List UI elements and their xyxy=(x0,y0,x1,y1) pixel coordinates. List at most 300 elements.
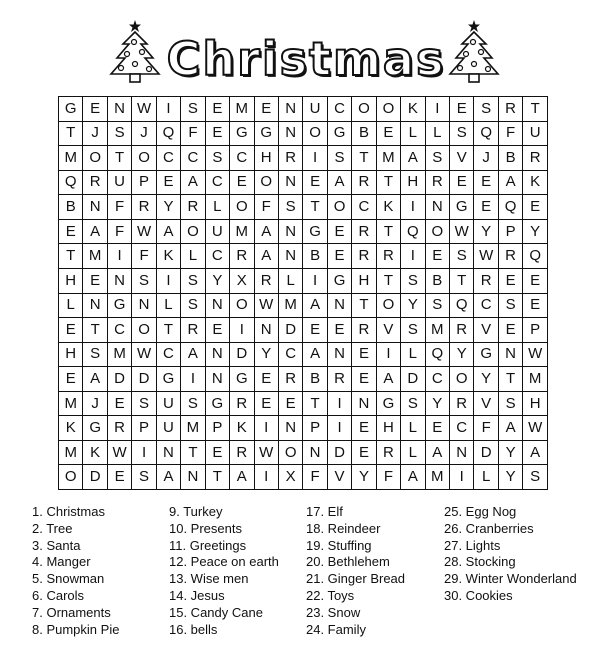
grid-cell[interactable]: G xyxy=(474,342,498,367)
grid-cell[interactable]: E xyxy=(303,318,327,343)
grid-cell[interactable]: D xyxy=(132,367,156,392)
grid-cell[interactable]: E xyxy=(352,416,376,441)
grid-cell[interactable]: M xyxy=(181,416,205,441)
grid-cell[interactable]: I xyxy=(376,342,400,367)
grid-cell[interactable]: U xyxy=(156,391,180,416)
grid-cell[interactable]: T xyxy=(376,170,400,195)
grid-cell[interactable]: A xyxy=(303,293,327,318)
grid-cell[interactable]: B xyxy=(303,367,327,392)
grid-cell[interactable]: G xyxy=(230,121,254,146)
grid-cell[interactable]: U xyxy=(205,219,229,244)
grid-cell[interactable]: N xyxy=(498,342,522,367)
grid-cell[interactable]: M xyxy=(278,293,302,318)
grid-cell[interactable]: T xyxy=(156,318,180,343)
grid-cell[interactable]: S xyxy=(181,268,205,293)
grid-cell[interactable]: W xyxy=(254,293,278,318)
grid-cell[interactable]: N xyxy=(278,121,302,146)
grid-cell[interactable]: N xyxy=(278,416,302,441)
grid-cell[interactable]: G xyxy=(327,121,351,146)
grid-cell[interactable]: W xyxy=(450,219,474,244)
grid-cell[interactable]: E xyxy=(254,97,278,122)
grid-cell[interactable]: G xyxy=(205,391,229,416)
grid-cell[interactable]: O xyxy=(376,97,400,122)
grid-cell[interactable]: E xyxy=(59,219,83,244)
grid-cell[interactable]: V xyxy=(450,146,474,171)
grid-cell[interactable]: Y xyxy=(474,219,498,244)
grid-cell[interactable]: Q xyxy=(156,121,180,146)
grid-cell[interactable]: J xyxy=(83,391,107,416)
grid-cell[interactable]: R xyxy=(327,367,351,392)
grid-cell[interactable]: O xyxy=(254,170,278,195)
grid-cell[interactable]: E xyxy=(327,244,351,269)
grid-cell[interactable]: W xyxy=(474,244,498,269)
grid-cell[interactable]: A xyxy=(83,219,107,244)
grid-cell[interactable]: L xyxy=(401,342,425,367)
grid-cell[interactable]: E xyxy=(156,170,180,195)
grid-cell[interactable]: S xyxy=(425,146,449,171)
grid-cell[interactable]: O xyxy=(230,293,254,318)
grid-cell[interactable]: E xyxy=(425,416,449,441)
grid-cell[interactable]: N xyxy=(205,293,229,318)
grid-cell[interactable]: Q xyxy=(523,244,548,269)
grid-cell[interactable]: M xyxy=(425,465,449,490)
grid-cell[interactable]: T xyxy=(523,97,548,122)
grid-cell[interactable]: U xyxy=(156,416,180,441)
grid-cell[interactable]: E xyxy=(425,244,449,269)
grid-cell[interactable]: D xyxy=(327,440,351,465)
grid-cell[interactable]: U xyxy=(107,170,131,195)
grid-cell[interactable]: A xyxy=(83,367,107,392)
grid-cell[interactable]: I xyxy=(327,416,351,441)
grid-cell[interactable]: S xyxy=(450,121,474,146)
grid-cell[interactable]: G xyxy=(450,195,474,220)
grid-cell[interactable]: D xyxy=(278,318,302,343)
grid-cell[interactable]: I xyxy=(450,465,474,490)
grid-cell[interactable]: O xyxy=(59,465,83,490)
grid-cell[interactable]: F xyxy=(303,465,327,490)
grid-cell[interactable]: S xyxy=(523,465,548,490)
grid-cell[interactable]: E xyxy=(83,97,107,122)
grid-cell[interactable]: E xyxy=(278,391,302,416)
grid-cell[interactable]: N xyxy=(254,318,278,343)
grid-cell[interactable]: E xyxy=(107,465,131,490)
grid-cell[interactable]: T xyxy=(59,244,83,269)
grid-cell[interactable]: C xyxy=(474,293,498,318)
grid-cell[interactable]: C xyxy=(278,342,302,367)
grid-cell[interactable]: J xyxy=(474,146,498,171)
grid-cell[interactable]: S xyxy=(327,146,351,171)
grid-cell[interactable]: E xyxy=(59,318,83,343)
grid-cell[interactable]: I xyxy=(401,244,425,269)
grid-cell[interactable]: R xyxy=(352,219,376,244)
grid-cell[interactable]: N xyxy=(327,342,351,367)
grid-cell[interactable]: R xyxy=(352,244,376,269)
grid-cell[interactable]: E xyxy=(83,268,107,293)
grid-cell[interactable]: L xyxy=(425,121,449,146)
grid-cell[interactable]: I xyxy=(181,367,205,392)
grid-cell[interactable]: I xyxy=(132,440,156,465)
grid-cell[interactable]: Q xyxy=(401,219,425,244)
grid-cell[interactable]: N xyxy=(205,367,229,392)
grid-cell[interactable]: F xyxy=(132,244,156,269)
grid-cell[interactable]: P xyxy=(498,219,522,244)
grid-cell[interactable]: L xyxy=(59,293,83,318)
grid-cell[interactable]: K xyxy=(156,244,180,269)
grid-cell[interactable]: R xyxy=(474,268,498,293)
grid-cell[interactable]: O xyxy=(83,146,107,171)
grid-cell[interactable]: V xyxy=(376,318,400,343)
grid-cell[interactable]: F xyxy=(107,195,131,220)
grid-cell[interactable]: Q xyxy=(498,195,522,220)
grid-cell[interactable]: Y xyxy=(352,465,376,490)
grid-cell[interactable]: A xyxy=(327,170,351,195)
grid-cell[interactable]: T xyxy=(450,268,474,293)
grid-cell[interactable]: F xyxy=(498,121,522,146)
grid-cell[interactable]: E xyxy=(523,195,548,220)
grid-cell[interactable]: E xyxy=(327,219,351,244)
grid-cell[interactable]: T xyxy=(303,391,327,416)
grid-cell[interactable]: E xyxy=(107,391,131,416)
grid-cell[interactable]: M xyxy=(107,342,131,367)
grid-cell[interactable]: N xyxy=(303,440,327,465)
grid-cell[interactable]: T xyxy=(303,195,327,220)
grid-cell[interactable]: W xyxy=(523,342,548,367)
grid-cell[interactable]: M xyxy=(59,391,83,416)
grid-cell[interactable]: I xyxy=(254,416,278,441)
grid-cell[interactable]: E xyxy=(205,121,229,146)
grid-cell[interactable]: O xyxy=(450,367,474,392)
grid-cell[interactable]: S xyxy=(401,391,425,416)
grid-cell[interactable]: G xyxy=(254,121,278,146)
grid-cell[interactable]: N xyxy=(205,342,229,367)
grid-cell[interactable]: S xyxy=(450,244,474,269)
grid-cell[interactable]: A xyxy=(181,342,205,367)
grid-cell[interactable]: I xyxy=(254,465,278,490)
grid-cell[interactable]: I xyxy=(327,391,351,416)
grid-cell[interactable]: C xyxy=(181,146,205,171)
grid-cell[interactable]: E xyxy=(523,268,548,293)
grid-cell[interactable]: E xyxy=(303,170,327,195)
grid-cell[interactable]: X xyxy=(230,268,254,293)
grid-cell[interactable]: N xyxy=(107,268,131,293)
grid-cell[interactable]: L xyxy=(401,416,425,441)
grid-cell[interactable]: D xyxy=(107,367,131,392)
grid-cell[interactable]: P xyxy=(205,416,229,441)
grid-cell[interactable]: D xyxy=(401,367,425,392)
grid-cell[interactable]: H xyxy=(352,268,376,293)
grid-cell[interactable]: A xyxy=(254,219,278,244)
grid-cell[interactable]: R xyxy=(352,318,376,343)
grid-cell[interactable]: C xyxy=(107,318,131,343)
grid-cell[interactable]: M xyxy=(376,146,400,171)
grid-cell[interactable]: R xyxy=(181,318,205,343)
grid-cell[interactable]: C xyxy=(156,342,180,367)
grid-cell[interactable]: P xyxy=(132,416,156,441)
grid-cell[interactable]: S xyxy=(401,318,425,343)
grid-cell[interactable]: E xyxy=(523,293,548,318)
grid-cell[interactable]: A xyxy=(523,440,548,465)
grid-cell[interactable]: T xyxy=(181,440,205,465)
grid-cell[interactable]: P xyxy=(523,318,548,343)
grid-cell[interactable]: S xyxy=(498,391,522,416)
grid-cell[interactable]: S xyxy=(181,97,205,122)
grid-cell[interactable]: A xyxy=(498,416,522,441)
grid-cell[interactable]: C xyxy=(425,367,449,392)
grid-cell[interactable]: A xyxy=(181,170,205,195)
grid-cell[interactable]: H xyxy=(254,146,278,171)
grid-cell[interactable]: Q xyxy=(474,121,498,146)
grid-cell[interactable]: Y xyxy=(254,342,278,367)
grid-cell[interactable]: G xyxy=(327,268,351,293)
grid-cell[interactable]: Y xyxy=(498,465,522,490)
grid-cell[interactable]: U xyxy=(303,97,327,122)
grid-cell[interactable]: S xyxy=(425,293,449,318)
grid-cell[interactable]: S xyxy=(107,121,131,146)
grid-cell[interactable]: W xyxy=(107,440,131,465)
grid-cell[interactable]: Y xyxy=(425,391,449,416)
grid-cell[interactable]: N xyxy=(107,97,131,122)
grid-cell[interactable]: L xyxy=(205,195,229,220)
grid-cell[interactable]: R xyxy=(230,391,254,416)
grid-cell[interactable]: B xyxy=(59,195,83,220)
grid-cell[interactable]: W xyxy=(254,440,278,465)
grid-cell[interactable]: W xyxy=(132,342,156,367)
grid-cell[interactable]: E xyxy=(474,170,498,195)
grid-cell[interactable]: Y xyxy=(523,219,548,244)
grid-cell[interactable]: G xyxy=(376,391,400,416)
grid-cell[interactable]: Q xyxy=(425,342,449,367)
grid-cell[interactable]: L xyxy=(401,440,425,465)
grid-cell[interactable]: A xyxy=(376,367,400,392)
grid-cell[interactable]: R xyxy=(278,146,302,171)
grid-cell[interactable]: O xyxy=(376,293,400,318)
grid-cell[interactable]: R xyxy=(181,195,205,220)
grid-cell[interactable]: V xyxy=(474,318,498,343)
grid-cell[interactable]: L xyxy=(401,121,425,146)
grid-cell[interactable]: N xyxy=(278,219,302,244)
grid-cell[interactable]: E xyxy=(254,391,278,416)
grid-cell[interactable]: L xyxy=(474,465,498,490)
grid-cell[interactable]: Y xyxy=(450,342,474,367)
grid-cell[interactable]: X xyxy=(278,465,302,490)
grid-cell[interactable]: L xyxy=(278,268,302,293)
grid-cell[interactable]: C xyxy=(205,170,229,195)
grid-cell[interactable]: H xyxy=(523,391,548,416)
grid-cell[interactable]: I xyxy=(230,318,254,343)
grid-cell[interactable]: D xyxy=(230,342,254,367)
grid-cell[interactable]: R xyxy=(450,318,474,343)
grid-cell[interactable]: O xyxy=(278,440,302,465)
grid-cell[interactable]: Y xyxy=(498,440,522,465)
grid-cell[interactable]: H xyxy=(59,342,83,367)
grid-cell[interactable]: T xyxy=(107,146,131,171)
grid-cell[interactable]: Q xyxy=(450,293,474,318)
grid-cell[interactable]: W xyxy=(132,219,156,244)
grid-cell[interactable]: E xyxy=(205,440,229,465)
grid-cell[interactable]: F xyxy=(181,121,205,146)
grid-cell[interactable]: R xyxy=(376,440,400,465)
grid-cell[interactable]: E xyxy=(254,367,278,392)
grid-cell[interactable]: S xyxy=(132,465,156,490)
grid-cell[interactable]: V xyxy=(327,465,351,490)
grid-cell[interactable]: A xyxy=(425,440,449,465)
grid-cell[interactable]: E xyxy=(498,318,522,343)
grid-cell[interactable]: U xyxy=(523,121,548,146)
grid-cell[interactable]: S xyxy=(205,146,229,171)
grid-cell[interactable]: E xyxy=(352,367,376,392)
grid-cell[interactable]: O xyxy=(132,318,156,343)
grid-cell[interactable]: O xyxy=(132,146,156,171)
grid-cell[interactable]: E xyxy=(59,367,83,392)
grid-cell[interactable]: Q xyxy=(59,170,83,195)
grid-cell[interactable]: O xyxy=(181,219,205,244)
grid-cell[interactable]: I xyxy=(107,244,131,269)
grid-cell[interactable]: G xyxy=(156,367,180,392)
grid-cell[interactable]: I xyxy=(425,97,449,122)
grid-cell[interactable]: I xyxy=(401,195,425,220)
grid-cell[interactable]: K xyxy=(401,97,425,122)
grid-cell[interactable]: J xyxy=(83,121,107,146)
grid-cell[interactable]: O xyxy=(230,195,254,220)
grid-cell[interactable]: C xyxy=(450,416,474,441)
grid-cell[interactable]: A xyxy=(401,146,425,171)
grid-cell[interactable]: R xyxy=(230,244,254,269)
grid-cell[interactable]: A xyxy=(230,465,254,490)
grid-cell[interactable]: G xyxy=(303,219,327,244)
grid-cell[interactable]: E xyxy=(498,268,522,293)
grid-cell[interactable]: K xyxy=(523,170,548,195)
grid-cell[interactable]: O xyxy=(352,97,376,122)
grid-cell[interactable]: V xyxy=(474,391,498,416)
grid-cell[interactable]: T xyxy=(352,293,376,318)
grid-cell[interactable]: M xyxy=(230,97,254,122)
grid-cell[interactable]: W xyxy=(523,416,548,441)
grid-cell[interactable]: T xyxy=(376,219,400,244)
grid-cell[interactable]: N xyxy=(83,195,107,220)
grid-cell[interactable]: O xyxy=(425,219,449,244)
grid-cell[interactable]: N xyxy=(278,170,302,195)
grid-cell[interactable]: C xyxy=(156,146,180,171)
grid-cell[interactable]: I xyxy=(303,268,327,293)
grid-cell[interactable]: S xyxy=(498,293,522,318)
grid-cell[interactable]: M xyxy=(523,367,548,392)
grid-cell[interactable]: R xyxy=(498,97,522,122)
grid-cell[interactable]: S xyxy=(278,195,302,220)
grid-cell[interactable]: W xyxy=(132,97,156,122)
grid-cell[interactable]: R xyxy=(278,367,302,392)
grid-cell[interactable]: N xyxy=(156,440,180,465)
grid-cell[interactable]: S xyxy=(401,268,425,293)
grid-cell[interactable]: R xyxy=(230,440,254,465)
grid-cell[interactable]: I xyxy=(156,97,180,122)
grid-cell[interactable]: A xyxy=(498,170,522,195)
grid-cell[interactable]: L xyxy=(156,293,180,318)
grid-cell[interactable]: Y xyxy=(205,268,229,293)
grid-cell[interactable]: R xyxy=(450,391,474,416)
grid-cell[interactable]: A xyxy=(156,219,180,244)
grid-cell[interactable]: F xyxy=(254,195,278,220)
grid-cell[interactable]: N xyxy=(181,465,205,490)
grid-cell[interactable]: G xyxy=(83,416,107,441)
grid-cell[interactable]: M xyxy=(230,219,254,244)
grid-cell[interactable]: M xyxy=(59,146,83,171)
grid-cell[interactable]: R xyxy=(376,244,400,269)
grid-cell[interactable]: G xyxy=(107,293,131,318)
grid-cell[interactable]: C xyxy=(205,244,229,269)
grid-cell[interactable]: M xyxy=(425,318,449,343)
grid-cell[interactable]: F xyxy=(376,465,400,490)
grid-cell[interactable]: S xyxy=(181,391,205,416)
grid-cell[interactable]: A xyxy=(156,465,180,490)
grid-cell[interactable]: K xyxy=(83,440,107,465)
grid-cell[interactable]: R xyxy=(254,268,278,293)
grid-cell[interactable]: S xyxy=(181,293,205,318)
grid-cell[interactable]: K xyxy=(376,195,400,220)
grid-cell[interactable]: C xyxy=(230,146,254,171)
grid-cell[interactable]: T xyxy=(498,367,522,392)
grid-cell[interactable]: C xyxy=(352,195,376,220)
grid-cell[interactable]: S xyxy=(474,97,498,122)
grid-cell[interactable]: E xyxy=(205,318,229,343)
grid-cell[interactable]: G xyxy=(59,97,83,122)
grid-cell[interactable]: R xyxy=(83,170,107,195)
grid-cell[interactable]: F xyxy=(474,416,498,441)
grid-cell[interactable]: E xyxy=(474,195,498,220)
grid-cell[interactable]: B xyxy=(352,121,376,146)
grid-cell[interactable]: S xyxy=(132,268,156,293)
grid-cell[interactable]: N xyxy=(425,195,449,220)
grid-cell[interactable]: K xyxy=(230,416,254,441)
grid-cell[interactable]: R xyxy=(352,170,376,195)
grid-cell[interactable]: E xyxy=(327,318,351,343)
grid-cell[interactable]: Y xyxy=(474,367,498,392)
grid-cell[interactable]: E xyxy=(352,342,376,367)
grid-cell[interactable]: D xyxy=(474,440,498,465)
grid-cell[interactable]: D xyxy=(83,465,107,490)
grid-cell[interactable]: A xyxy=(254,244,278,269)
grid-cell[interactable]: E xyxy=(230,170,254,195)
grid-cell[interactable]: E xyxy=(450,97,474,122)
grid-cell[interactable]: N xyxy=(278,97,302,122)
grid-cell[interactable]: N xyxy=(352,391,376,416)
grid-cell[interactable]: N xyxy=(132,293,156,318)
grid-cell[interactable]: T xyxy=(205,465,229,490)
grid-cell[interactable]: E xyxy=(450,170,474,195)
grid-cell[interactable]: Y xyxy=(401,293,425,318)
grid-cell[interactable]: M xyxy=(59,440,83,465)
grid-cell[interactable]: S xyxy=(132,391,156,416)
grid-cell[interactable]: B xyxy=(425,268,449,293)
grid-cell[interactable]: O xyxy=(303,121,327,146)
grid-cell[interactable]: H xyxy=(401,170,425,195)
grid-cell[interactable]: O xyxy=(327,195,351,220)
grid-cell[interactable]: P xyxy=(132,170,156,195)
grid-cell[interactable]: M xyxy=(83,244,107,269)
grid-cell[interactable]: R xyxy=(523,146,548,171)
grid-cell[interactable]: R xyxy=(107,416,131,441)
grid-cell[interactable]: C xyxy=(327,97,351,122)
grid-cell[interactable]: R xyxy=(132,195,156,220)
grid-cell[interactable]: E xyxy=(376,121,400,146)
grid-cell[interactable]: N xyxy=(83,293,107,318)
grid-cell[interactable]: F xyxy=(107,219,131,244)
grid-cell[interactable]: R xyxy=(498,244,522,269)
grid-cell[interactable]: G xyxy=(230,367,254,392)
grid-cell[interactable]: Y xyxy=(156,195,180,220)
grid-cell[interactable]: T xyxy=(376,268,400,293)
grid-cell[interactable]: A xyxy=(401,465,425,490)
grid-cell[interactable]: I xyxy=(156,268,180,293)
